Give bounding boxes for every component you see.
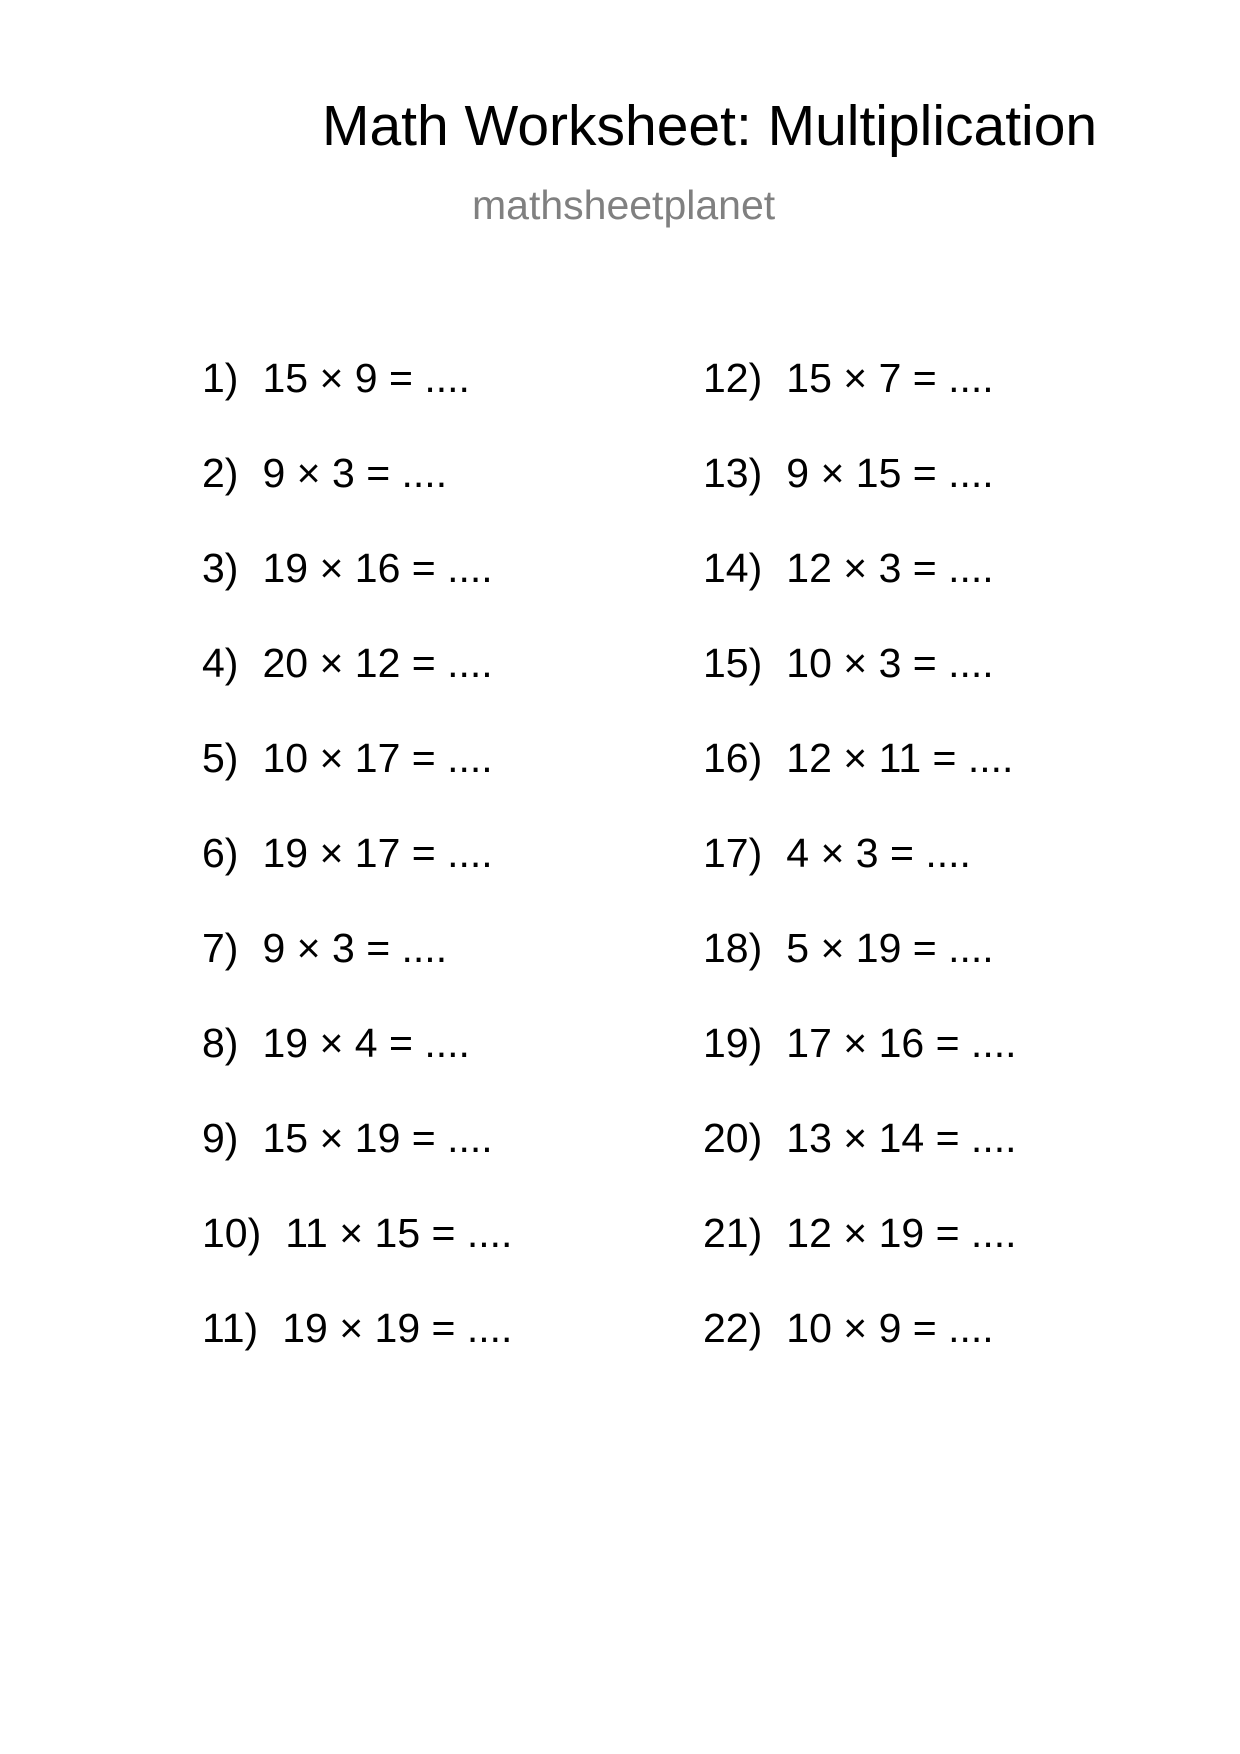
problem-expression: 10 × 3 = ....	[786, 640, 994, 686]
problem-number: 7)	[202, 925, 239, 971]
problem-number: 15)	[703, 640, 763, 686]
problem-number: 2)	[202, 450, 239, 496]
problem-9	[202, 1113, 622, 1208]
problem-number: 5)	[202, 735, 239, 781]
problem-number: 11)	[202, 1305, 259, 1351]
problem-18	[703, 923, 1123, 1018]
problems-left-column	[202, 353, 622, 1398]
problem-expression: 11 × 15 = ....	[285, 1210, 513, 1256]
problem-3	[202, 543, 622, 638]
problem-number: 19)	[703, 1020, 763, 1066]
problem-expression: 15 × 7 = ....	[786, 355, 994, 401]
problem-15	[703, 638, 1123, 733]
problem-number: 8)	[202, 1020, 239, 1066]
site-name: mathsheetplanet	[472, 182, 776, 228]
problem-expression: 19 × 17 = ....	[262, 830, 493, 876]
problem-expression: 12 × 19 = ....	[786, 1210, 1017, 1256]
problem-number: 3)	[202, 545, 239, 591]
problem-number: 1)	[202, 355, 239, 401]
problem-expression: 20 × 12 = ....	[262, 640, 493, 686]
problem-expression: 4 × 3 = ....	[786, 830, 971, 876]
problem-13	[703, 448, 1123, 543]
problems-right-column	[703, 353, 1123, 1398]
problem-expression: 13 × 14 = ....	[786, 1115, 1017, 1161]
problem-expression: 12 × 3 = ....	[786, 545, 994, 591]
page-title: Math Worksheet: Multiplication	[322, 94, 1098, 158]
problem-19	[703, 1018, 1123, 1113]
problem-16	[703, 733, 1123, 828]
problem-expression: 9 × 3 = ....	[262, 925, 448, 971]
problem-expression: 15 × 9 = ....	[262, 355, 470, 401]
problem-4	[202, 638, 622, 733]
problem-number: 6)	[202, 830, 239, 876]
problem-expression: 19 × 19 = ....	[282, 1305, 513, 1351]
problem-expression: 12 × 11 = ....	[786, 735, 1014, 781]
problem-21	[703, 1208, 1123, 1303]
problem-8	[202, 1018, 622, 1113]
problem-number: 16)	[703, 735, 763, 781]
problem-expression: 15 × 19 = ....	[262, 1115, 493, 1161]
problem-expression: 19 × 4 = ....	[262, 1020, 470, 1066]
problem-expression: 5 × 19 = ....	[786, 925, 994, 971]
problem-6	[202, 828, 622, 923]
problem-number: 17)	[703, 830, 763, 876]
problem-number: 22)	[703, 1305, 763, 1351]
problem-expression: 17 × 16 = ....	[786, 1020, 1017, 1066]
problem-17	[703, 828, 1123, 923]
problem-number: 9)	[202, 1115, 239, 1161]
problem-expression: 10 × 9 = ....	[786, 1305, 994, 1351]
problem-1	[202, 353, 622, 448]
problem-number: 12)	[703, 355, 763, 401]
problem-5	[202, 733, 622, 828]
problem-expression: 9 × 3 = ....	[262, 450, 448, 496]
problem-2	[202, 448, 622, 543]
problem-12	[703, 353, 1123, 448]
problem-number: 20)	[703, 1115, 763, 1161]
problem-number: 21)	[703, 1210, 763, 1256]
problem-7	[202, 923, 622, 1018]
problem-10	[202, 1208, 622, 1303]
problem-expression: 10 × 17 = ....	[262, 735, 493, 781]
problem-number: 14)	[703, 545, 763, 591]
problem-14	[703, 543, 1123, 638]
problem-number: 10)	[202, 1210, 262, 1256]
problem-22	[703, 1303, 1123, 1398]
problem-11	[202, 1303, 622, 1398]
problem-number: 4)	[202, 640, 239, 686]
problem-expression: 19 × 16 = ....	[262, 545, 493, 591]
problem-20	[703, 1113, 1123, 1208]
problem-number: 18)	[703, 925, 763, 971]
problem-number: 13)	[703, 450, 763, 496]
problem-expression: 9 × 15 = ....	[786, 450, 994, 496]
